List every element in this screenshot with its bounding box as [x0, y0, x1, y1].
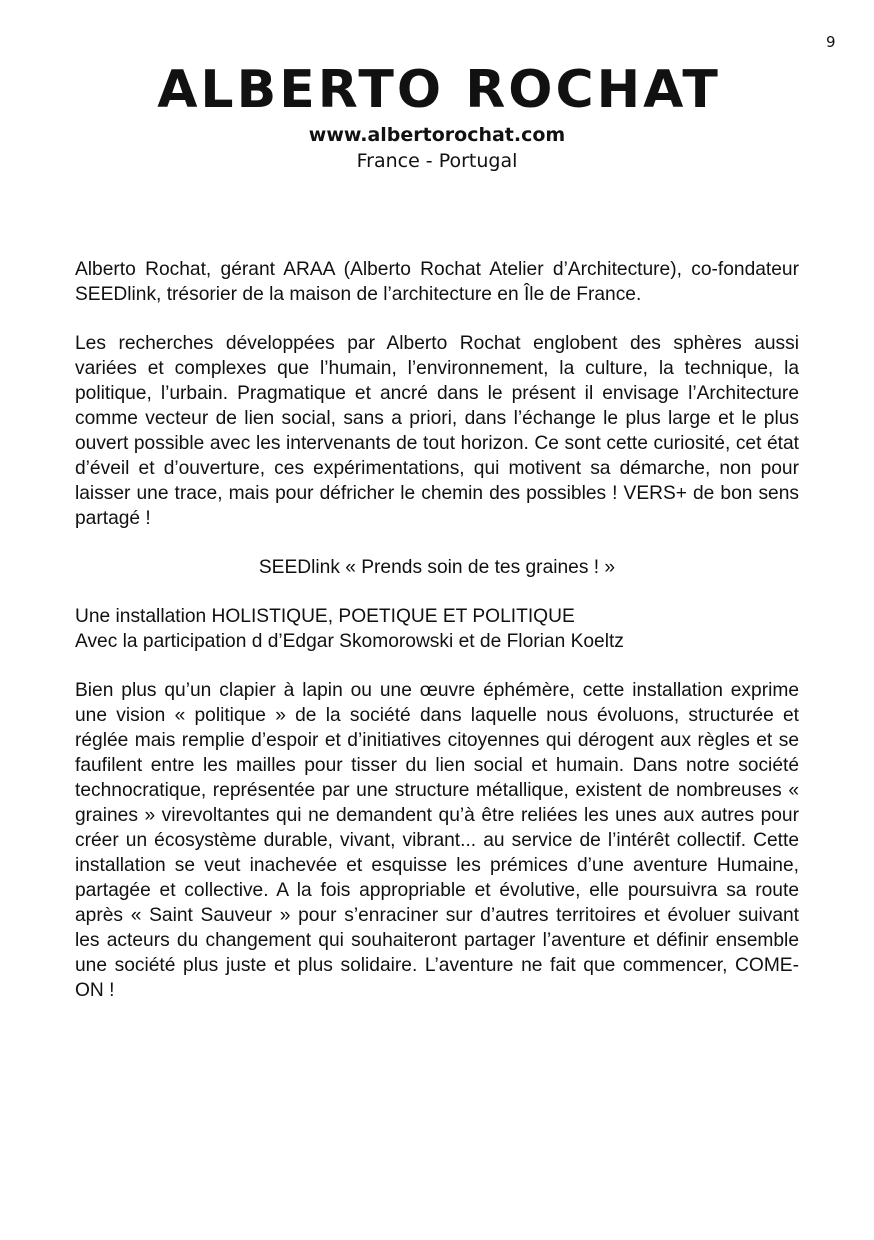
- description-paragraph: Bien plus qu’un clapier à lapin ou une œuvre éphémère, cette installation exprime une vision « politique » de la société dans laquelle nous évoluons, structurée et réglée mais remplie d’espoir et d’initiatives citoyennes qui dérogent aux règles et se faufilent entre les mailles pour tisser du lien social et humain. Dans notre société technocratique, représentée par une structure métallique, existent de nombreuses « graines » virevoltantes qui ne demandent qu’à être reliées les unes aux autres pour créer un écosystème durable, vivant, vibrant... au service de l’intérêt collectif. Cette installation se veut inachevée et esquisse les prémices d’une aventure Humaine, partagée et collective. A la fois appropriable et évolutive, elle poursuivra sa route après « Saint Sauveur » pour s’enraciner sur d’autres territoires et évoluer suivant les acteurs du changement qui souhaiteront partager l’aventure et définir ensemble une société plus juste et plus solidaire. L’aventure ne fait que commencer, COME-ON !: [75, 680, 799, 1001]
- page-number: 9: [826, 33, 836, 51]
- participation-line: Avec la participation d d’Edgar Skomorowski et de Florian Koeltz: [75, 631, 624, 652]
- project-title: SEEDlink « Prends soin de tes graines ! »: [258, 557, 616, 578]
- page-title: ALBERTO ROCHAT: [157, 60, 721, 120]
- page-header: [0, 60, 874, 174]
- installation-block: [75, 604, 799, 654]
- location-subtitle: France - Portugal: [356, 150, 518, 172]
- research-paragraph: Les recherches développées par Alberto Rochat englobent des sphères aussi variées et complexes que l’humain, l’environnement, la culture, la technique, la politique, l’urbain. Pragmatique et ancré dans le présent il envisage l’Architecture comme vecteur de lien social, sans a priori, dans l’échange le plus large et le plus ouvert possible avec les intervenants de tout horizon. Ce sont cette curiosité, cet état d’éveil et d’ouverture, ces expérimentations, qui motivent sa démarche, non pour laisser une trace, mais pour défricher le chemin des possibles ! VERS+ de bon sens partagé !: [75, 333, 799, 529]
- main-content: [75, 257, 799, 1003]
- website-url: www.albertorochat.com: [308, 124, 566, 146]
- installation-line: Une installation HOLISTIQUE, POETIQUE ET POLITIQUE: [75, 606, 575, 627]
- intro-paragraph: Alberto Rochat, gérant ARAA (Alberto Rochat Atelier d’Architecture), co-fondateur SEEDlink, trésorier de la maison de l’architecture en Île de France.: [75, 259, 799, 305]
